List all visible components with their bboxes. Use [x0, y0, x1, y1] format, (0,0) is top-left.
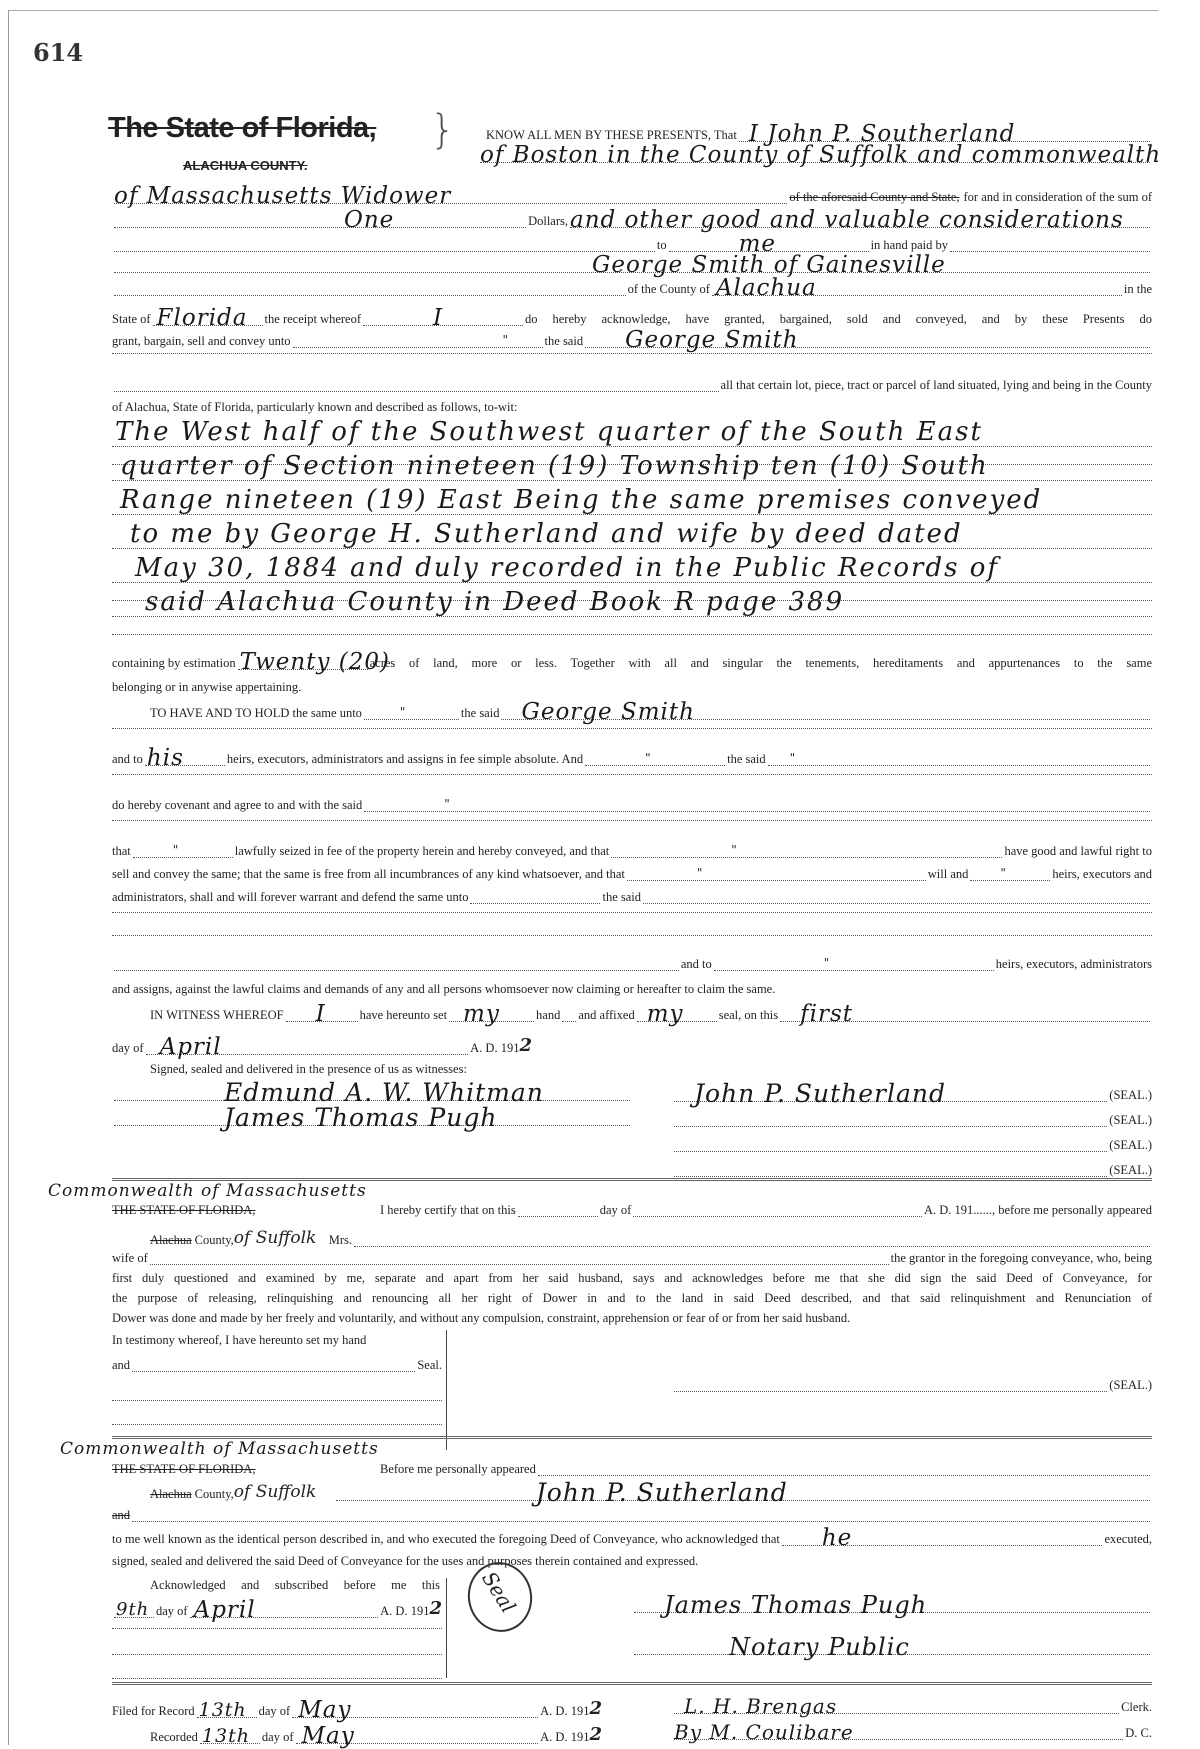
and-field: [585, 753, 725, 766]
affixed-label: and affixed: [578, 1008, 635, 1022]
ack-day-field: [114, 1599, 154, 1620]
that-label: that: [112, 844, 131, 858]
rec-month-field: [296, 1723, 539, 1749]
and-to-label: and to: [112, 752, 143, 766]
dower-text: first duly questioned and examined by me, separate and apart from her said husband, says and acknowledges before me that she did sign the said Deed of Conveyance, for: [112, 1271, 1152, 1285]
filed-month-handwriting: May: [298, 1697, 352, 1723]
ditto-mark: ": [731, 843, 738, 857]
ditto-mark: ": [502, 333, 510, 347]
brace-line: [446, 1330, 447, 1450]
and-field: [132, 1509, 1150, 1522]
all-that-row: [112, 378, 1152, 392]
ditto-mark: ": [789, 751, 797, 765]
grantee2-field: [585, 327, 1150, 353]
warrant-field: [470, 891, 600, 904]
receipt-label: the receipt whereof: [264, 312, 362, 326]
notary-title-line: [632, 1633, 1152, 1661]
state-row: [112, 305, 1152, 331]
my2-field: [637, 1001, 717, 1027]
certify-row: [112, 1203, 1152, 1217]
grantee-row: [112, 252, 1152, 278]
executed-text: executed,: [1104, 1532, 1152, 1546]
blank-rule: [112, 1654, 442, 1655]
seal-word: Seal.: [417, 1358, 442, 1372]
blank-rule: [112, 820, 1152, 821]
he-field: [782, 1525, 1103, 1551]
receipt-handwriting: I: [433, 305, 444, 331]
belonging-row: [112, 680, 1152, 694]
of-county-label: of the County of: [627, 282, 710, 296]
and-to-label: and to: [680, 957, 712, 971]
well-known-text: to me well known as the identical person described in, and who executed the foregoing Deed of Conveyance, who acknowledged that: [112, 1532, 780, 1546]
description-rule: [112, 634, 1152, 635]
notary-signature: James Thomas Pugh: [664, 1591, 928, 1619]
clerk-signature: L. H. Brengas: [684, 1694, 838, 1718]
will-field: [627, 868, 926, 881]
good-right-text: have good and lawful right to: [1004, 844, 1152, 858]
testimony-row: [112, 1333, 1152, 1347]
ack-county-handwriting: of Suffolk: [233, 1482, 317, 1502]
before-me-row: [112, 1462, 1152, 1476]
county-handwriting: Alachua: [715, 275, 817, 301]
notary-title-handwriting: Notary Public: [729, 1633, 910, 1661]
his-field: [145, 745, 225, 771]
notary-seal-mark: [461, 1556, 538, 1638]
mrs-field[interactable]: [354, 1234, 1150, 1247]
brace-icon: }: [430, 107, 456, 153]
ditto-mark: ": [1000, 866, 1007, 880]
blank-rule: [112, 935, 1152, 936]
dc-label: D. C.: [1125, 1726, 1152, 1740]
filed-row: [112, 1697, 602, 1723]
notary-title-field: [634, 1633, 1150, 1661]
blank-rule: [112, 1628, 442, 1629]
administrators-text: administrators, shall and will forever warrant and defend the same unto: [112, 890, 469, 904]
ad-label: A. D. 191: [540, 1704, 590, 1718]
his-handwriting: his: [146, 745, 184, 771]
brace-line: [446, 1578, 447, 1678]
signed-text: Signed, sealed and delivered in the presence of us as witnesses:: [150, 1062, 467, 1076]
ack-commonwealth-handwriting: Commonwealth of Massachusetts: [60, 1439, 379, 1459]
seal-label: (SEAL.): [1109, 1378, 1152, 1392]
consideration-text: for and in consideration of the sum of: [963, 190, 1152, 204]
residence2-field: [114, 183, 787, 209]
seal-line: [672, 1163, 1152, 1177]
filed-month-field: [292, 1697, 538, 1723]
testimony-text: In testimony whereof, I have hereunto set my hand: [112, 1333, 367, 1347]
rec-year-handwriting: 2: [589, 1724, 602, 1745]
filed-label: Filed for Record: [112, 1704, 195, 1718]
dower-seal-line: [672, 1378, 1152, 1392]
heirs-admin-row: [112, 957, 1152, 971]
and-struck-row: [112, 1508, 1152, 1522]
to-label: to: [656, 238, 667, 252]
grantor-field: [739, 121, 1150, 147]
certify-text: I hereby certify that on this: [380, 1203, 516, 1217]
ditto-mark: ": [696, 866, 704, 880]
the-said-label: the said: [460, 706, 500, 720]
notary-signature-field: [634, 1591, 1150, 1619]
grantee3-field: [501, 699, 1150, 725]
grant-field: [293, 335, 543, 348]
and-to-row: [112, 745, 1152, 771]
acres-text-inner: acres of land, more or less. Together with all and singular the tenements, hereditaments and appurtenances to the same: [369, 656, 1152, 670]
acres-field: [238, 649, 390, 675]
dc-row: [672, 1720, 1152, 1744]
rec-month-handwriting: May: [301, 1723, 355, 1749]
day-of-label: day of: [261, 1730, 294, 1744]
in-witness-row: [150, 1001, 1152, 1027]
blank-field: [114, 283, 626, 296]
said-field: [768, 753, 1150, 766]
witness2-field: [114, 1103, 630, 1132]
ad-label: A. D. 191: [540, 1730, 590, 1744]
filed-day-handwriting: 13th: [198, 1699, 247, 1721]
seal-line: [672, 1138, 1152, 1152]
ad-label: A. D. 191: [380, 1604, 430, 1618]
other-consideration-handwriting: and other good and valuable considerations: [570, 207, 1124, 233]
ack-day-handwriting: 9th: [116, 1599, 150, 1620]
hand-label: hand: [536, 1008, 561, 1022]
dollars-row: [112, 207, 1152, 233]
my-handwriting: my: [463, 1001, 500, 1027]
covenant-field: [364, 799, 1150, 812]
grantor-signature: John P. Sutherland: [694, 1079, 946, 1108]
day-of-row: [112, 1034, 532, 1060]
rec-day-field: [200, 1725, 260, 1747]
description-line: quarter of Section nineteen (19) Township ten (10) South: [120, 451, 989, 481]
before-me-text: Before me personally appeared: [380, 1462, 536, 1476]
dower-state-struck: THE STATE OF FLORIDA,: [112, 1203, 256, 1217]
other-consideration-field: [570, 207, 1150, 233]
ditto-mark: ": [645, 751, 652, 765]
blank-rule: [112, 774, 1152, 775]
know-all-text: KNOW ALL MEN BY THESE PRESENTS, That: [486, 128, 737, 142]
signature-field[interactable]: [674, 1164, 1107, 1177]
person-handwriting: John P. Sutherland: [535, 1478, 788, 1507]
seal-on-label: seal, on this: [718, 1008, 779, 1022]
section-divider: [112, 1682, 1152, 1685]
blank-rule: [112, 353, 1152, 354]
dc-signature: By M. Coulibare: [674, 1720, 854, 1744]
signature-field[interactable]: [674, 1379, 1107, 1392]
ack-month-handwriting: April: [193, 1597, 256, 1623]
county-field: [712, 275, 1122, 301]
filed-day-field: [197, 1699, 257, 1721]
witness-i-handwriting: I: [315, 1001, 326, 1027]
aforesaid-struck: of the aforesaid County and State,: [789, 190, 960, 204]
seal-label: (SEAL.): [1109, 1113, 1152, 1127]
seized-text: lawfully seized in fee of the property herein and hereby conveyed, and that: [234, 844, 610, 858]
acknowledge-text: [525, 312, 1152, 326]
page-border-top: [8, 10, 1158, 11]
and-field[interactable]: [132, 1359, 415, 1372]
grantee3-handwriting: George Smith: [521, 699, 695, 725]
all-that-text: all that certain lot, piece, tract or parcel of land situated, lying and being in the County: [720, 378, 1152, 392]
warrant-said-field: [643, 891, 1150, 904]
witness1-line: [112, 1078, 632, 1107]
to-have-field: [364, 707, 459, 720]
grant-label: grant, bargain, sell and convey unto: [112, 334, 291, 348]
day-of-label: day of: [156, 1604, 188, 1618]
he-handwriting: he: [821, 1525, 853, 1551]
certify-ad-text: A. D. 191......, before me personally appeared: [923, 1203, 1152, 1217]
county-row: [112, 275, 1152, 301]
the-said-label: the said: [727, 752, 766, 766]
blank-rule: [112, 912, 1152, 913]
seized-field: [611, 845, 1002, 858]
the-said-label: the said: [602, 890, 642, 904]
dollars-label: Dollars,: [528, 214, 568, 228]
recorded-label: Recorded: [150, 1730, 198, 1744]
assigns-row: [112, 982, 1152, 996]
witness1-field: [114, 1078, 630, 1107]
ditto-mark: ": [399, 705, 407, 719]
day-of-label: day of: [599, 1203, 632, 1217]
to-handwriting: me: [738, 231, 776, 257]
seal-label: (SEAL.): [1109, 1138, 1152, 1152]
amount-field: [114, 207, 526, 233]
and-to-field: [714, 958, 994, 971]
amount-handwriting: One: [344, 207, 395, 233]
day-field: [780, 1001, 1150, 1027]
description-line: The West half of the Southwest quarter of the South East: [115, 417, 983, 447]
will-and-text: will and: [927, 867, 969, 881]
belonging-text: belonging or in anywise appertaining.: [112, 680, 302, 694]
blank-rule: [112, 728, 1152, 729]
form-county: ALACHUA COUNTY.: [183, 158, 308, 173]
and-label: and: [112, 1358, 131, 1372]
acknowledged-row: [150, 1578, 440, 1592]
grant-row: [112, 327, 1152, 353]
residence-row: [478, 142, 1162, 168]
grantee-handwriting: George Smith of Gainesville: [592, 252, 946, 278]
ack-signed-text: signed, sealed and delivered the said Deed of Conveyance for the uses and purposes therein contained and expressed.: [112, 1554, 699, 1568]
grantor-signature-field[interactable]: [674, 1079, 1107, 1108]
certify-month-field: [633, 1204, 922, 1217]
blank-rule: [112, 1400, 442, 1401]
grantee2-handwriting: George Smith: [625, 327, 799, 353]
of-alachua-row: [112, 400, 1152, 414]
paid-by-label: in hand paid by: [870, 238, 948, 252]
dower-text: Dower was done and made by her freely and voluntarily, and without any compulsion, constraint, apprehension or fear of or from her said husband.: [112, 1311, 851, 1325]
residence-handwriting: of Boston in the County of Suffolk and commonwealth: [480, 142, 1162, 168]
blank-rule: [112, 1678, 442, 1679]
state-handwriting: Florida: [156, 305, 248, 331]
form-title: The State of Florida,: [108, 112, 377, 144]
sell-convey-text: sell and convey the same; that the same is free from all incumbrances of any kind whatsoever, and that: [112, 867, 625, 881]
state-field: [153, 305, 263, 331]
before-me-field: [538, 1463, 1150, 1476]
dower-commonwealth-handwriting: Commonwealth of Massachusetts: [48, 1181, 367, 1201]
dower-text: the purpose of releasing, relinquishing and renouncing all her right of Dower in and to the land in said Deed described, and that said relinquishment and Renunciation of: [112, 1291, 1152, 1305]
dc-field: [674, 1720, 1123, 1744]
seal-line: [672, 1113, 1152, 1127]
the-said-label: the said: [544, 334, 584, 348]
warrant-row: [112, 890, 1152, 904]
wife-row: [112, 1251, 1152, 1265]
covenant-row: [112, 798, 1152, 812]
county-label: County,: [194, 1233, 234, 1247]
sell-row: [112, 867, 1152, 881]
containing-row: [112, 649, 1152, 675]
county-struck: Alachua: [150, 1233, 192, 1247]
of-alachua-text: of Alachua, State of Florida, particularly known and described as follows, to-wit:: [112, 400, 518, 414]
ditto-mark: ": [172, 843, 180, 857]
mrs-row: [150, 1230, 1152, 1247]
signature-field[interactable]: [674, 1139, 1107, 1152]
month-field: [146, 1034, 469, 1060]
dower-line1: [112, 1271, 1152, 1285]
seal-handwriting: Seal: [477, 1567, 521, 1618]
ack-county-row: [150, 1478, 1152, 1507]
to-have-text: TO HAVE AND TO HOLD the same unto: [150, 706, 362, 720]
will-and-field: [970, 868, 1050, 881]
county-label: County,: [194, 1487, 234, 1501]
wife-of-label: wife of: [112, 1251, 148, 1265]
day-of-label: day of: [258, 1704, 291, 1718]
witness2-signature: James Thomas Pugh: [224, 1103, 498, 1132]
mrs-label: Mrs.: [328, 1233, 353, 1247]
clerk-label: Clerk.: [1121, 1700, 1152, 1714]
filed-year-handwriting: 2: [589, 1698, 602, 1719]
well-known-row: [112, 1525, 1152, 1551]
paid-by-field: [950, 239, 1150, 252]
acknowledge-text-inner: do hereby acknowledge, have granted, bargained, sold and conveyed, and by these Presents do: [525, 312, 1152, 326]
certify-day-field: [518, 1204, 598, 1217]
month-handwriting: April: [159, 1034, 222, 1060]
state-of-label: State of: [112, 312, 151, 326]
my-field: [449, 1001, 534, 1027]
in-the-label: in the: [1123, 282, 1152, 296]
day-handwriting: first: [800, 1001, 853, 1027]
witness-i-field: [286, 1001, 358, 1027]
dower-county-handwriting: of Suffolk: [233, 1228, 317, 1248]
to-have-row: [150, 699, 1152, 725]
clerk-row: [672, 1694, 1152, 1718]
description-line: Range nineteen (19) East Being the same premises conveyed: [120, 485, 1043, 515]
description-line: to me by George H. Sutherland and wife by deed dated: [130, 519, 963, 549]
blank-field: [114, 958, 679, 971]
recorded-row: [150, 1723, 602, 1749]
paid-row: [112, 231, 1152, 257]
ditto-mark: ": [823, 956, 831, 970]
covenant-text: do hereby covenant and agree to and with the said: [112, 798, 363, 812]
assigns-text: and assigns, against the lawful claims and demands of any and all persons whomsoever now claiming or hereafter to claim the same.: [112, 982, 776, 996]
year-handwriting: 2: [519, 1035, 532, 1056]
grantee-field: [114, 252, 1150, 278]
description-line: May 30, 1884 and duly recorded in the Public Records of: [135, 553, 999, 583]
ad-label: A. D. 191: [470, 1041, 520, 1055]
blank-field: [562, 1009, 576, 1022]
clerk-field: [674, 1694, 1119, 1718]
witness2-line: [112, 1103, 632, 1132]
signature-field[interactable]: [674, 1114, 1107, 1127]
know-all-row: [486, 121, 1152, 147]
receipt-field: [363, 305, 523, 331]
my2-handwriting: my: [646, 1001, 684, 1027]
seal-label: (SEAL.): [1109, 1088, 1152, 1102]
heirs-text: heirs, executors, administrators and assigns in fee simple absolute. And: [226, 752, 584, 766]
consideration-row: [112, 183, 1152, 209]
grantor-handwriting: I John P. Southerland: [748, 121, 1016, 147]
ack-signed-row: [112, 1554, 1152, 1568]
residence2-handwriting: of Massachusetts Widower: [114, 183, 452, 209]
page-border-left: [8, 10, 9, 1745]
page-number: 614: [33, 38, 84, 67]
acknowledged-text: Acknowledged and subscribed before me this: [150, 1578, 440, 1592]
signed-row: [150, 1062, 1190, 1076]
notary-line: [632, 1591, 1152, 1619]
heirs-exec-text: heirs, executors and: [1052, 867, 1152, 881]
and-seal-row: [112, 1358, 442, 1372]
day-of-label: day of: [112, 1041, 144, 1055]
rec-day-handwriting: 13th: [201, 1725, 250, 1747]
seized-row: [112, 844, 1152, 858]
dower-line3: [112, 1311, 1152, 1325]
dower-line2: [112, 1291, 1152, 1305]
in-witness-label: IN WITNESS WHEREOF: [150, 1008, 284, 1022]
ack-year-handwriting: 2: [429, 1598, 442, 1619]
seal-label: (SEAL.): [1109, 1163, 1152, 1177]
containing-label: containing by estimation: [112, 656, 236, 670]
acres-handwriting: Twenty (20): [239, 649, 390, 675]
to-field: [669, 231, 869, 257]
grantor-text: the grantor in the foregoing conveyance, who, being: [890, 1251, 1152, 1265]
wife-of-field[interactable]: [150, 1252, 889, 1265]
that-field: [133, 845, 233, 858]
blank-field: [114, 379, 719, 392]
description-line: said Alachua County in Deed Book R page 389: [145, 587, 845, 617]
grantor-seal-line: [672, 1079, 1152, 1108]
person-field: [336, 1478, 1150, 1507]
and-struck: and: [112, 1508, 131, 1522]
ack-date-row: [112, 1597, 442, 1623]
witness1-signature: Edmund A. W. Whitman: [224, 1078, 544, 1107]
hereunto-label: have hereunto set: [359, 1008, 448, 1022]
residence-field: [480, 142, 1162, 168]
blank-field: [114, 239, 655, 252]
ack-month-field: [190, 1597, 379, 1623]
heirs-admin-text: heirs, executors, administrators: [995, 957, 1152, 971]
blank-rule: [112, 1424, 442, 1425]
acres-text: [370, 656, 1152, 670]
ack-state-struck: THE STATE OF FLORIDA,: [112, 1462, 256, 1476]
ditto-mark: ": [444, 797, 451, 811]
county-struck: Alachua: [150, 1487, 192, 1501]
